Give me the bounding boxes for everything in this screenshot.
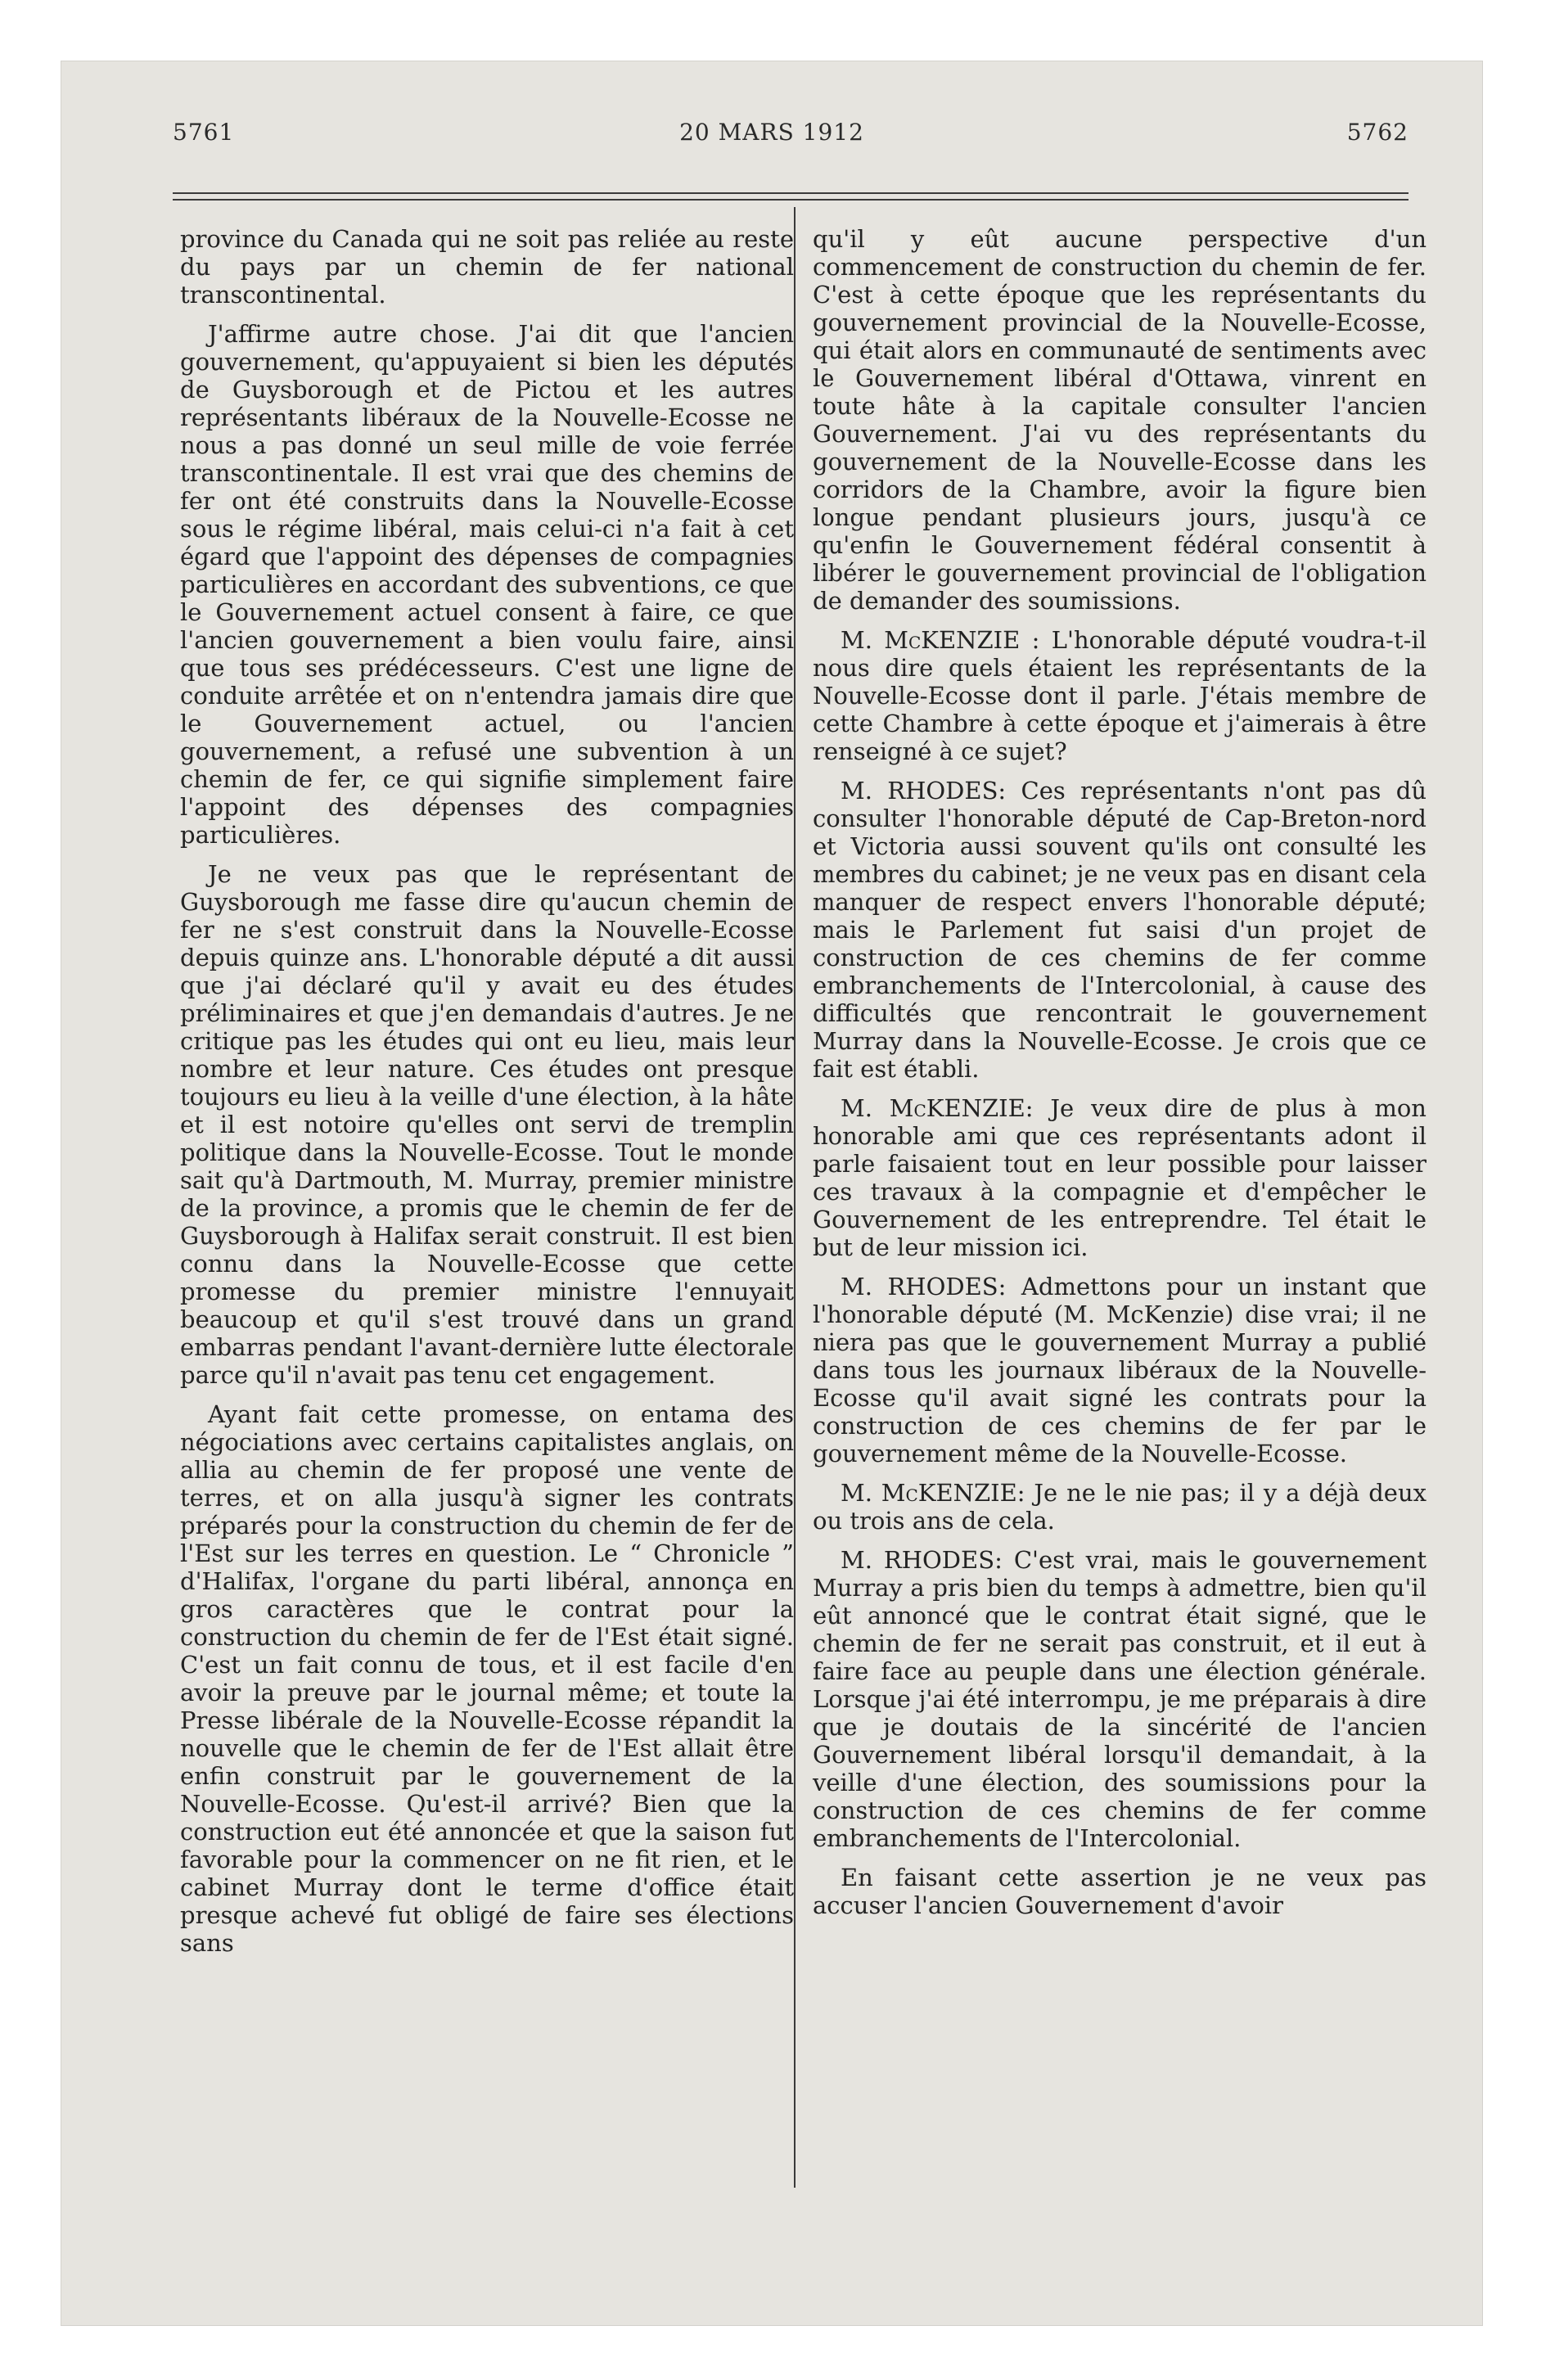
paragraph (813, 1546, 1427, 1852)
paragraph (180, 320, 794, 849)
speaker-name: M. McKENZIE: (841, 1479, 1025, 1507)
paragraph-text: Ces représentants n'ont pas dû consulter l'honorable député de Cap-Breton-nord et Victoria aussi souvent qu'ils ont consulté les membres du cabinet; je ne veux pas en disant cela manquer de respect envers l'honorable député; mais le Parlement fut saisi d'un projet de construction de ces chemins de fer comme embranchements de l'Intercolonial, à cause des difficultés que rencontrait le gouvernement Murray dans la Nouvelle-Ecosse. Je crois que ce fait est établi. (813, 777, 1427, 1083)
paragraph-text: L'honorable député voudra-t-il nous dire quels étaient les représentants de la Nouvelle-Ecosse dont il parle. J'étais membre de cette Chambre à cette époque et j'aimerais à être renseigné à ce sujet? (813, 626, 1427, 765)
header-rule-top (173, 192, 1409, 194)
paragraph-text: C'est vrai, mais le gouvernement Murray a pris bien du temps à admettre, bien qu'il eût annoncé que le contrat était signé, que le chemin de fer ne serait pas construit, et il eut à faire face au peuple dans une élection générale. Lorsque j'ai été interrompu, je me préparais à dire que je doutais de la sincérité de l'ancien Gouvernement libéral lorsqu'il demandait, à la veille d'une élection, des soumissions pour la construction de ces chemins de fer comme embranchements de l'Intercolonial. (813, 1546, 1427, 1852)
paragraph-text: J'affirme autre chose. J'ai dit que l'ancien gouvernement, qu'appuyaient si bien les députés de Guysborough et de Pictou et les autres représentants libéraux de la Nouvelle-Ecosse ne nous a pas donné un seul mille de voie ferrée transcontinentale. Il est vrai que des chemins de fer ont été construits dans la Nouvelle-Ecosse sous le régime libéral, mais celui-ci n'a fait à cet égard que l'appoint des dépenses de compagnies particulières en accordant des subventions, ce que le Gouvernement actuel consent à faire, ce que l'ancien gouvernement a bien voulu faire, ainsi que tous ses prédécesseurs. C'est une ligne de conduite arrêtée et on n'entendra jamais dire que le Gouvernement actuel, ou l'ancien gouvernement, a refusé une subvention à un chemin de fer, ce qui signifie simplement faire l'appoint des dépenses des compagnies particulières. (180, 320, 794, 849)
paragraph-text: province du Canada qui ne soit pas reliée au reste du pays par un chemin de fer national transcontinental. (180, 225, 794, 309)
speaker-name: M. McKENZIE: (841, 1094, 1034, 1122)
right-column (813, 225, 1427, 1931)
paragraph (180, 225, 794, 309)
speaker-name: M. RHODES: (841, 1273, 1007, 1300)
paragraph (813, 225, 1427, 615)
paragraph (813, 1094, 1427, 1261)
paragraph (813, 1479, 1427, 1535)
paragraph-text: qu'il y eût aucune perspective d'un commencement de construction du chemin de fer. C'est à cette époque que les représentants du gouvernement provincial de la Nouvelle-Ecosse, qui était alors en communauté de sentiments avec le Gouvernement libéral d'Ottawa, vinrent en toute hâte à la capitale consulter l'ancien Gouvernement. J'ai vu des représentants du gouvernement de la Nouvelle-Ecosse dans les corridors de la Chambre, avoir la figure bien longue pendant plusieurs jours, jusqu'à ce qu'enfin le Gouvernement fédéral consentit à libérer le gouvernement provincial de l'obligation de demander des soumissions. (813, 225, 1427, 615)
header-rule-bottom (173, 199, 1409, 201)
paragraph (180, 1400, 794, 1957)
page-header (61, 119, 1482, 160)
right-page-number: 5762 (1346, 119, 1409, 146)
paragraph-text: Je veux dire de plus à mon honorable ami que ces représentants adont il parle faisaient tout en leur possible pour laisser ces travaux à la compagnie et d'empêcher le Gouvernement de les entreprendre. Tel était le but de leur mission ici. (813, 1094, 1427, 1261)
page-sheet (61, 61, 1483, 2326)
speaker-name: M. RHODES: (841, 1546, 1003, 1574)
speaker-name: M. RHODES: (841, 777, 1007, 805)
paragraph-text: Admettons pour un instant que l'honorable député (M. McKenzie) dise vrai; il ne niera pas que le gouvernement Murray a publié dans tous les journaux libéraux de la Nouvelle-Ecosse qu'il avait signé les contrats pour la construction de ces chemins de fer par le gouvernement même de la Nouvelle-Ecosse. (813, 1273, 1427, 1467)
speaker-name: M. McKENZIE : (841, 626, 1040, 654)
paragraph (813, 626, 1427, 765)
paragraph-text: Je ne veux pas que le représentant de Guysborough me fasse dire qu'aucun chemin de fer ne s'est construit dans la Nouvelle-Ecosse depuis quinze ans. L'honorable député a dit aussi que j'ai déclaré qu'il y avait eu des études préliminaires et que j'en demandais d'autres. Je ne critique pas les études qui ont eu lieu, mais leur nombre et leur nature. Ces études ont presque toujours eu lieu à la veille d'une élection, à la hâte et il est notoire qu'elles ont servi de tremplin politique dans la Nouvelle-Ecosse. Tout le monde sait qu'à Dartmouth, M. Murray, premier ministre de la province, a promis que le chemin de fer de Guysborough à Halifax serait construit. Il est bien connu dans la Nouvelle-Ecosse que cette promesse du premier ministre l'ennuyait beaucoup et qu'il s'est trouvé dans un grand embarras pendant l'avant-dernière lutte électorale parce qu'il n'avait pas tenu cet engagement. (180, 860, 794, 1389)
paragraph-text: Ayant fait cette promesse, on entama des négociations avec certains capitalistes anglais, on allia au chemin de fer proposé une vente de terres, et on alla jusqu'à signer les contrats préparés pour la construction du chemin de fer de l'Est sur les terres en question. Le “ Chronicle ” d'Halifax, l'organe du parti libéral, annonça en gros caractères que le contrat pour la construction du chemin de fer de l'Est était signé. C'est un fait connu de tous, et il est facile d'en avoir la preuve par le journal même; et toute la Presse libérale de la Nouvelle-Ecosse répandit la nouvelle que le chemin de fer de l'Est allait être enfin construit par le gouvernement de la Nouvelle-Ecosse. Qu'est-il arrivé? Bien que la construction eut été annoncée et que la saison fut favorable pour la commencer on ne fit rien, et le cabinet Murray dont le terme d'office était presque achevé fut obligé de faire ses élections sans (180, 1400, 794, 1957)
paragraph (813, 1864, 1427, 1919)
header-date: 20 MARS 1912 (679, 119, 864, 146)
paragraph (813, 777, 1427, 1083)
column-divider (794, 207, 796, 2188)
left-page-number: 5761 (173, 119, 235, 146)
paragraph-text: Je ne le nie pas; il y a déjà deux ou trois ans de cela. (813, 1479, 1427, 1535)
paragraph-text: En faisant cette assertion je ne veux pas accuser l'ancien Gouvernement d'avoir (813, 1864, 1427, 1919)
paragraph (813, 1273, 1427, 1467)
left-column (180, 225, 794, 1968)
paragraph (180, 860, 794, 1389)
